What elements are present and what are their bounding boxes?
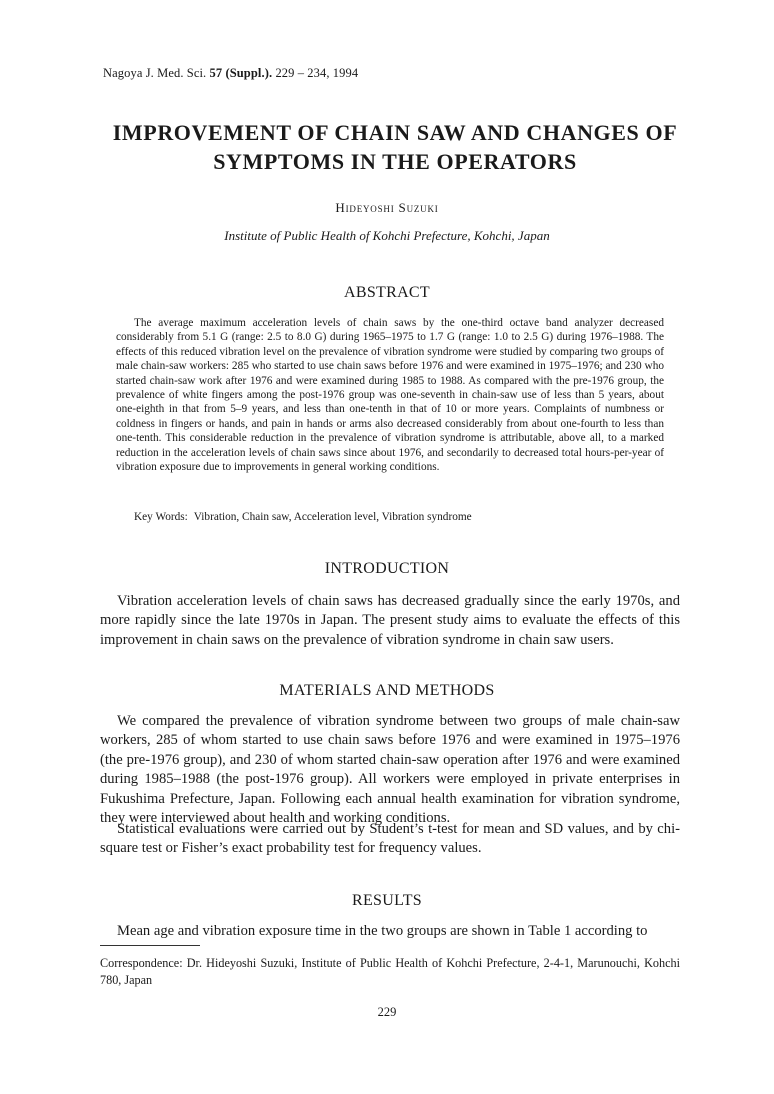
journal-volume: 57 (Suppl.). (209, 66, 273, 80)
title-line-1: IMPROVEMENT OF CHAIN SAW AND CHANGES OF (112, 120, 678, 145)
author-affiliation: Institute of Public Health of Kohchi Prefecture, Kohchi, Japan (224, 228, 550, 243)
introduction-heading: INTRODUCTION (324, 560, 450, 577)
title-line-2: SYMPTOMS IN THE OPERATORS (213, 149, 577, 174)
paper-title (100, 118, 690, 176)
keywords-label: Key Words: (134, 511, 188, 523)
keywords-list: Vibration, Chain saw, Acceleration level, Vibration syndrome (193, 511, 472, 523)
journal-citation (103, 66, 358, 81)
author-name: Hideyoshi Suzuki (335, 200, 439, 215)
methods-paragraph-2: Statistical evaluations were carried out by Student’s t-test for mean and SD values, and by chi-square test or Fisher’s exact probability test for frequency values. (100, 821, 680, 857)
journal-pages-year: 229 – 234, 1994 (275, 66, 359, 80)
abstract-heading: ABSTRACT (344, 284, 430, 301)
abstract-text: The average maximum acceleration levels of chain saws by the one-third octave band analyzer decreased considerably from 5.1 G (range: 2.5 to 8.0 G) during 1965–1975 to 1.7 G (range: 1.0 to 2.5 G) during 1976–1988. The effects of this reduced vibration level on the prevalence of vibration syndrome were studied by comparing two groups of male chain-saw workers: 285 who started to use chain saws before 1976 and were examined in 1975–1976; and 230 who started chain-saw work after 1976 and were examined during 1985 to 1988. As compared with the pre-1976 group, the prevalence of white fingers among the post-1976 group was one-seventh in chain-saw use of less than 5 years, about one-eighth in that from 5–9 years, and less than one-tenth in that of 10 or more years. Complaints of numbness or coldness in fingers or hands, and pain in hands or arms also decreased considerably from about one-fourth to less than one-tenth. This considerable reduction in the prevalence of vibration syndrome is attributable, above all, to a marked reduction in the acceleration levels of chain saws since about 1976, and secondarily to decreased total hours-per-year of vibration exposure due to improvements in general working conditions. (116, 317, 664, 474)
footnote-divider (100, 945, 200, 946)
results-text: Mean age and vibration exposure time in the two groups are shown in Table 1 according to (117, 923, 648, 939)
keywords (134, 511, 472, 523)
page-number: 229 (377, 1005, 397, 1019)
journal-name: Nagoya J. Med. Sci. (103, 66, 207, 80)
methods-paragraph-1: We compared the prevalence of vibration syndrome between two groups of male chain-saw workers, 285 of whom started to use chain saws before 1976 and were examined in 1975–1976 (the pre-1976 group), and 230 of whom started chain-saw operation after 1976 and were examined during 1985–1988 (the post-1976 group). All workers were employed in private enterprises in Fukushima Prefecture, Japan. Following each annual health examination for vibration syndrome, they were interviewed about health and working conditions. (100, 713, 680, 827)
methods-heading: MATERIALS AND METHODS (279, 682, 495, 699)
correspondence-footnote: Correspondence: Dr. Hideyoshi Suzuki, Institute of Public Health of Kohchi Prefecture, 2-4-1, Marunouchi, Kohchi 780, Japan (100, 956, 680, 987)
results-heading: RESULTS (352, 892, 422, 909)
introduction-text: Vibration acceleration levels of chain saws has decreased gradually since the early 1970s, and more rapidly since the late 1970s in Japan. The present study aims to evaluate the effects of this improvement in chain saws on the prevalence of vibration syndrome in chain saw users. (100, 593, 680, 648)
